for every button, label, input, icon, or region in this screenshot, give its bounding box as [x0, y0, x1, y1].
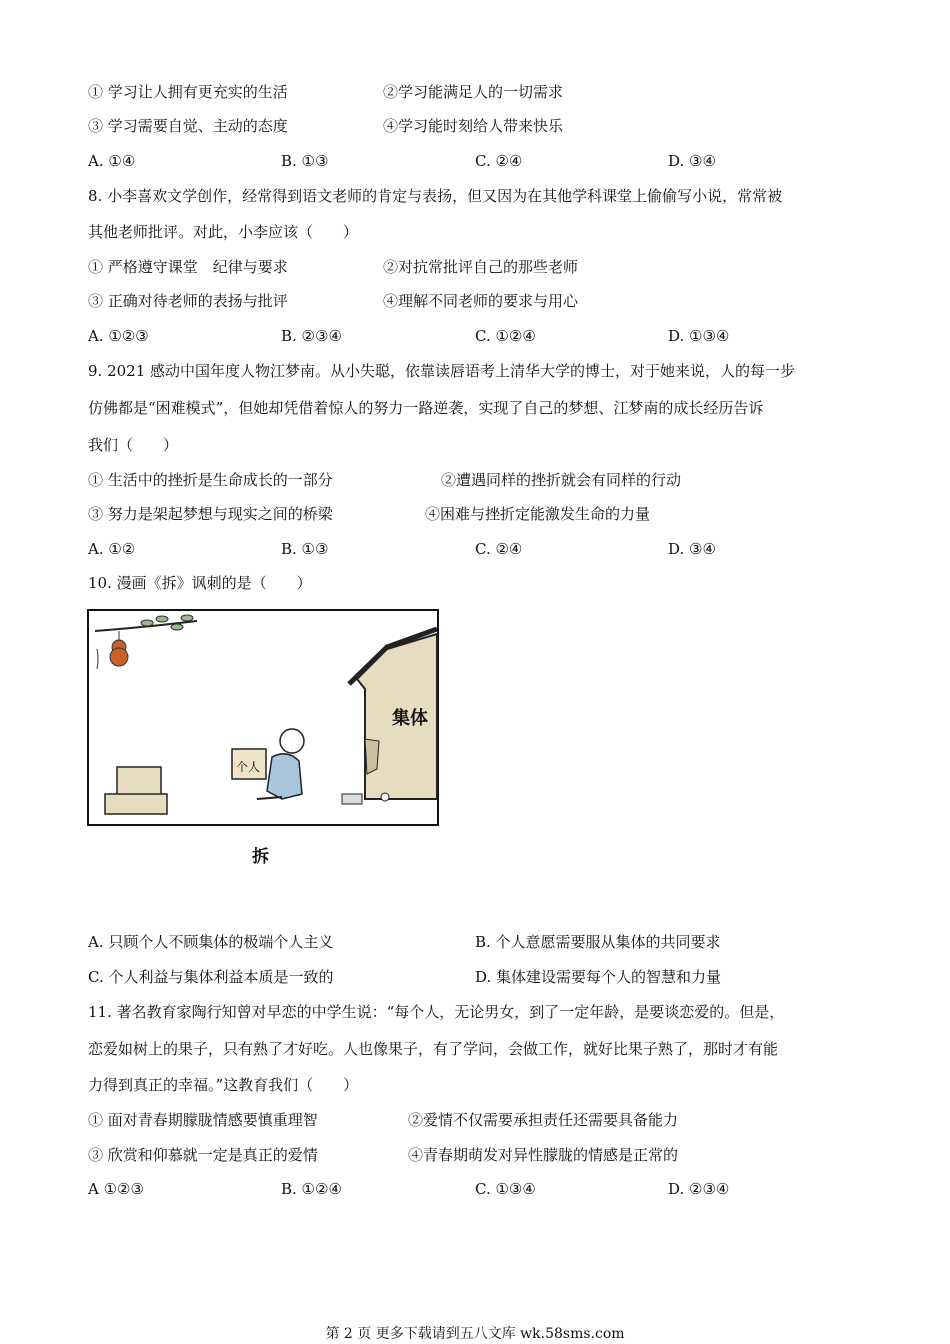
- page-footer: 第 2 页 更多下载请到五八文库 wk.58sms.com: [325, 1326, 625, 1342]
- q10-choice-c: C. 个人利益与集体利益本质是一致的: [88, 968, 334, 986]
- q7-choice-b: B. ①③: [281, 152, 329, 170]
- q11-stem-line-1: 11. 著名教育家陶行知曾对早恋的中学生说：“每个人，无论男女，到了一定年龄，是要谈恋爱的。但是，: [88, 1003, 785, 1021]
- q8-option-4: ④理解不同老师的要求与用心: [383, 292, 579, 310]
- q10-choice-a: A. 只顾个人不顾集体的极端个人主义: [88, 933, 334, 951]
- q7-option-3: ③ 学习需要自觉、主动的态度: [88, 117, 288, 135]
- q8-choice-c: C. ①②④: [475, 327, 536, 345]
- q9-stem-line-3: 我们（ ）: [88, 436, 179, 454]
- q9-choice-c: C. ②④: [475, 540, 523, 558]
- q7-option-4: ④学习能时刻给人带来快乐: [383, 117, 564, 135]
- q7-option-2: ②学习能满足人的一切需求: [383, 83, 564, 101]
- q11-option-3: ③ 欣赏和仰慕就一定是真正的爱情: [88, 1146, 318, 1164]
- q9-choice-a: A. ①②: [88, 540, 136, 558]
- q9-choice-d: D. ③④: [668, 540, 716, 558]
- q9-option-1: ① 生活中的挫折是生命成长的一部分: [88, 471, 333, 489]
- q8-stem-line-2: 其他老师批评。对此，小李应该（ ）: [88, 223, 359, 241]
- q11-stem-line-2: 恋爱如树上的果子，只有熟了才好吃。人也像果子，有了学问，会做工作，就好比果子熟了，那时才有能: [88, 1040, 779, 1058]
- q9-choice-b: B. ①③: [281, 540, 329, 558]
- cartoon-figure: [87, 609, 439, 829]
- collective-label: 集体: [392, 708, 428, 729]
- q8-choice-a: A. ①②③: [88, 327, 149, 345]
- individual-label: 个人: [236, 760, 261, 774]
- q8-choice-d: D. ①③④: [668, 327, 730, 345]
- q9-option-3: ③ 努力是架起梦想与现实之间的桥梁: [88, 505, 333, 523]
- q7-choice-a: A. ①④: [88, 152, 136, 170]
- q10-choice-b: B. 个人意愿需要服从集体的共同要求: [475, 933, 721, 951]
- q9-stem-line-2: 仿佛都是“困难模式”，但她却凭借着惊人的努力一路逆袭，实现了自己的梦想、江梦南的成长经历告诉: [88, 399, 764, 417]
- q11-choice-d: D. ②③④: [668, 1180, 730, 1198]
- q11-stem-line-3: 力得到真正的幸福。”这教育我们（ ）: [88, 1076, 359, 1094]
- q7-choice-d: D. ③④: [668, 152, 716, 170]
- cartoon-caption: 拆: [252, 847, 269, 867]
- cartoon-illustration: [87, 609, 439, 829]
- q9-option-4: ④困难与挫折定能激发生命的力量: [425, 505, 651, 523]
- q11-option-1: ① 面对青春期朦胧情感要慎重理智: [88, 1111, 318, 1129]
- q7-option-1: ① 学习让人拥有更充实的生活: [88, 83, 288, 101]
- q9-option-2: ②遭遇同样的挫折就会有同样的行动: [441, 471, 682, 489]
- q10-choice-d: D. 集体建设需要每个人的智慧和力量: [475, 968, 722, 986]
- q9-stem-line-1: 9. 2021 感动中国年度人物江梦南。从小失聪，依靠读唇语考上清华大学的博士，对于她来说，人的每一步: [88, 362, 796, 380]
- q11-choice-a: A ①②③: [88, 1180, 144, 1198]
- q11-choice-b: B. ①②④: [281, 1180, 342, 1198]
- q11-option-2: ②爱情不仅需要承担责任还需要具备能力: [408, 1111, 679, 1129]
- q8-option-1: ① 严格遵守课堂 纪律与要求: [88, 258, 288, 276]
- q8-stem-line-1: 8. 小李喜欢文学创作，经常得到语文老师的肯定与表扬，但又因为在其他学科课堂上偷偷写小说，常常被: [88, 187, 783, 205]
- q8-choice-b: B. ②③④: [281, 327, 342, 345]
- q8-option-3: ③ 正确对待老师的表扬与批评: [88, 292, 288, 310]
- q7-choice-c: C. ②④: [475, 152, 523, 170]
- q8-option-2: ②对抗常批评自己的那些老师: [383, 258, 579, 276]
- q11-choice-c: C. ①③④: [475, 1180, 536, 1198]
- q10-stem: 10. 漫画《拆》讽刺的是（ ）: [88, 574, 312, 592]
- q11-option-4: ④青春期萌发对异性朦胧的情感是正常的: [408, 1146, 679, 1164]
